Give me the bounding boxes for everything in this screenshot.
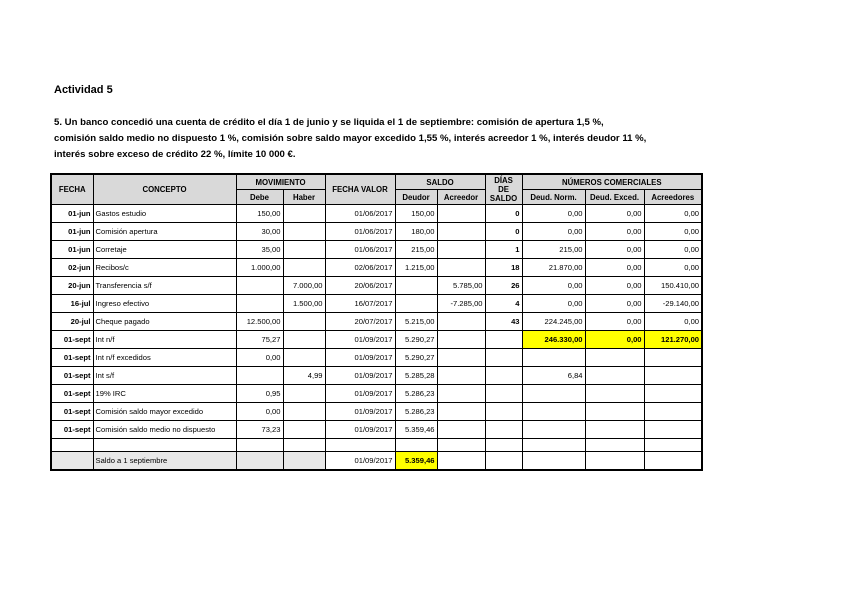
header-fecha-valor: FECHA VALOR [325, 174, 395, 205]
header-saldo: SALDO [395, 174, 485, 190]
cell-deud-norm [522, 349, 585, 367]
cell-acreedores [644, 421, 702, 439]
cell-deud-exced [585, 403, 644, 421]
cell-debe: 0,95 [236, 385, 283, 403]
cell-deud-exced [585, 349, 644, 367]
cell-deudor: 1.215,00 [395, 259, 437, 277]
cell-dias [485, 421, 522, 439]
total-empty-cell [236, 452, 283, 471]
total-empty-cell [437, 452, 485, 471]
table-row [51, 205, 702, 223]
total-empty-cell [585, 452, 644, 471]
header-fecha: FECHA [51, 174, 93, 205]
total-deudor: 5.359,46 [395, 452, 437, 471]
empty-cell [283, 439, 325, 452]
header-haber: Haber [283, 190, 325, 205]
total-empty-cell [485, 452, 522, 471]
table-row [51, 349, 702, 367]
cell-deud-norm [522, 403, 585, 421]
cell-deud-exced: 0,00 [585, 223, 644, 241]
cell-fecha: 01-sept [51, 385, 93, 403]
cell-deud-norm: 21.870,00 [522, 259, 585, 277]
cell-deudor: 5.359,46 [395, 421, 437, 439]
empty-row [51, 439, 702, 452]
header-movimiento: MOVIMIENTO [236, 174, 325, 190]
cell-debe: 150,00 [236, 205, 283, 223]
cell-haber [283, 331, 325, 349]
cell-fecha: 01-jun [51, 241, 93, 259]
cell-acreedor [437, 241, 485, 259]
header-row [51, 174, 702, 190]
cell-deud-norm: 0,00 [522, 295, 585, 313]
cell-fecha: 20-jul [51, 313, 93, 331]
cell-deud-norm: 6,84 [522, 367, 585, 385]
header-acreedores: Acreedores [644, 190, 702, 205]
cell-concepto: Cheque pagado [93, 313, 236, 331]
empty-cell [437, 439, 485, 452]
cell-deudor: 180,00 [395, 223, 437, 241]
header-dias-line: DE [498, 185, 509, 194]
empty-cell [93, 439, 236, 452]
cell-deud-exced: 0,00 [585, 295, 644, 313]
cell-dias: 1 [485, 241, 522, 259]
cell-deudor: 5.290,27 [395, 349, 437, 367]
cell-concepto: Recibos/c [93, 259, 236, 277]
account-statement-table [50, 173, 703, 471]
cell-acreedores [644, 385, 702, 403]
header-numeros-comerciales: NÚMEROS COMERCIALES [522, 174, 702, 190]
cell-haber [283, 313, 325, 331]
cell-debe [236, 295, 283, 313]
cell-haber [283, 259, 325, 277]
cell-acreedores: 0,00 [644, 259, 702, 277]
cell-haber [283, 223, 325, 241]
cell-fecha-valor: 20/06/2017 [325, 277, 395, 295]
cell-concepto: Comisión saldo medio no dispuesto [93, 421, 236, 439]
cell-deud-norm: 0,00 [522, 223, 585, 241]
cell-deudor: 5.286,23 [395, 403, 437, 421]
total-empty-cell [644, 452, 702, 471]
cell-deudor: 5.286,23 [395, 385, 437, 403]
cell-acreedor [437, 313, 485, 331]
cell-debe: 30,00 [236, 223, 283, 241]
cell-acreedores: -29.140,00 [644, 295, 702, 313]
table-row [51, 403, 702, 421]
cell-concepto: Gastos estudio [93, 205, 236, 223]
cell-fecha: 01-sept [51, 421, 93, 439]
statement-line: 5. Un banco concedió una cuenta de crédito el día 1 de junio y se liquida el 1 de septiembre: comisión de apertura 1,5 %, [54, 117, 604, 128]
cell-acreedores [644, 349, 702, 367]
cell-concepto: Transferencia s/f [93, 277, 236, 295]
cell-haber [283, 421, 325, 439]
cell-acreedores [644, 367, 702, 385]
cell-concepto: Corretaje [93, 241, 236, 259]
header-deud-norm: Deud. Norm. [522, 190, 585, 205]
empty-cell [485, 439, 522, 452]
cell-deud-norm: 0,00 [522, 277, 585, 295]
statement-line: comisión saldo medio no dispuesto 1 %, comisión sobre saldo mayor excedido 1,55 %, interés acreedor 1 %, interés deudor 11 %, [54, 133, 647, 144]
header-acreedor: Acreedor [437, 190, 485, 205]
cell-dias [485, 403, 522, 421]
table-row [51, 367, 702, 385]
cell-fecha-valor: 16/07/2017 [325, 295, 395, 313]
empty-cell [644, 439, 702, 452]
header-dias-de-saldo [485, 174, 522, 205]
cell-deud-norm [522, 385, 585, 403]
cell-dias [485, 367, 522, 385]
cell-debe: 0,00 [236, 349, 283, 367]
table-row [51, 385, 702, 403]
cell-concepto: 19% IRC [93, 385, 236, 403]
cell-deudor: 150,00 [395, 205, 437, 223]
cell-haber [283, 205, 325, 223]
cell-haber: 1.500,00 [283, 295, 325, 313]
cell-dias [485, 331, 522, 349]
cell-haber [283, 349, 325, 367]
total-empty-cell [283, 452, 325, 471]
cell-debe [236, 367, 283, 385]
cell-fecha-valor: 01/09/2017 [325, 349, 395, 367]
cell-concepto: Comisión apertura [93, 223, 236, 241]
cell-acreedor [437, 259, 485, 277]
cell-deud-norm: 215,00 [522, 241, 585, 259]
header-concepto: CONCEPTO [93, 174, 236, 205]
cell-dias [485, 385, 522, 403]
header-dias-line: DÍAS [494, 176, 513, 185]
total-fecha-valor: 01/09/2017 [325, 452, 395, 471]
cell-deudor: 5.290,27 [395, 331, 437, 349]
total-empty-cell [522, 452, 585, 471]
cell-deud-exced [585, 367, 644, 385]
cell-acreedor: -7.285,00 [437, 295, 485, 313]
cell-concepto: Int n/f excedidos [93, 349, 236, 367]
cell-acreedor [437, 349, 485, 367]
cell-deud-norm: 224.245,00 [522, 313, 585, 331]
table-row [51, 223, 702, 241]
cell-dias: 0 [485, 205, 522, 223]
cell-debe: 1.000,00 [236, 259, 283, 277]
cell-acreedor [437, 331, 485, 349]
cell-dias: 0 [485, 223, 522, 241]
cell-debe: 75,27 [236, 331, 283, 349]
cell-fecha: 01-sept [51, 403, 93, 421]
header-dias-line: SALDO [489, 194, 518, 203]
cell-haber [283, 385, 325, 403]
empty-cell [51, 439, 93, 452]
empty-cell [236, 439, 283, 452]
header-deud-exced: Deud. Exced. [585, 190, 644, 205]
cell-acreedores: 0,00 [644, 241, 702, 259]
cell-fecha: 01-jun [51, 223, 93, 241]
cell-acreedores: 0,00 [644, 205, 702, 223]
cell-fecha-valor: 20/07/2017 [325, 313, 395, 331]
cell-deud-exced: 0,00 [585, 331, 644, 349]
cell-fecha-valor: 01/09/2017 [325, 421, 395, 439]
cell-deudor [395, 295, 437, 313]
cell-acreedor [437, 205, 485, 223]
cell-deud-exced: 0,00 [585, 313, 644, 331]
header-deudor: Deudor [395, 190, 437, 205]
cell-haber [283, 241, 325, 259]
total-concepto: Saldo a 1 septiembre [93, 452, 236, 471]
cell-deud-exced [585, 421, 644, 439]
cell-debe: 12.500,00 [236, 313, 283, 331]
cell-debe [236, 277, 283, 295]
cell-haber: 7.000,00 [283, 277, 325, 295]
cell-dias: 26 [485, 277, 522, 295]
cell-deud-exced: 0,00 [585, 205, 644, 223]
cell-deud-norm: 246.330,00 [522, 331, 585, 349]
cell-fecha: 02-jun [51, 259, 93, 277]
cell-acreedores: 0,00 [644, 313, 702, 331]
total-empty-cell [51, 452, 93, 471]
cell-acreedor: 5.785,00 [437, 277, 485, 295]
cell-acreedor [437, 367, 485, 385]
cell-dias: 18 [485, 259, 522, 277]
cell-deudor: 5.285,28 [395, 367, 437, 385]
cell-fecha: 01-sept [51, 367, 93, 385]
cell-fecha: 16-jul [51, 295, 93, 313]
cell-deudor: 5.215,00 [395, 313, 437, 331]
cell-fecha: 01-sept [51, 331, 93, 349]
cell-haber [283, 403, 325, 421]
table-row [51, 421, 702, 439]
cell-fecha-valor: 01/06/2017 [325, 241, 395, 259]
cell-fecha-valor: 01/09/2017 [325, 367, 395, 385]
cell-fecha-valor: 01/06/2017 [325, 205, 395, 223]
cell-concepto: Ingreso efectivo [93, 295, 236, 313]
empty-cell [325, 439, 395, 452]
cell-fecha-valor: 01/09/2017 [325, 403, 395, 421]
cell-fecha: 01-jun [51, 205, 93, 223]
empty-cell [585, 439, 644, 452]
cell-acreedor [437, 421, 485, 439]
empty-cell [522, 439, 585, 452]
problem-statement [54, 115, 844, 163]
activity-title: Actividad 5 [54, 84, 113, 96]
cell-acreedor [437, 403, 485, 421]
table-row [51, 241, 702, 259]
cell-acreedor [437, 385, 485, 403]
table-row [51, 259, 702, 277]
cell-fecha-valor: 02/06/2017 [325, 259, 395, 277]
table-row [51, 313, 702, 331]
cell-deud-norm: 0,00 [522, 205, 585, 223]
cell-concepto: Int s/f [93, 367, 236, 385]
table-row [51, 295, 702, 313]
cell-deud-exced: 0,00 [585, 241, 644, 259]
cell-deudor: 215,00 [395, 241, 437, 259]
empty-cell [395, 439, 437, 452]
statement-line: interés sobre exceso de crédito 22 %, límite 10 000 €. [54, 149, 296, 160]
cell-fecha-valor: 01/09/2017 [325, 385, 395, 403]
cell-concepto: Int n/f [93, 331, 236, 349]
cell-deud-exced: 0,00 [585, 259, 644, 277]
cell-dias [485, 349, 522, 367]
cell-fecha-valor: 01/06/2017 [325, 223, 395, 241]
table-row [51, 277, 702, 295]
cell-deudor [395, 277, 437, 295]
cell-acreedores [644, 403, 702, 421]
cell-acreedores: 121.270,00 [644, 331, 702, 349]
total-row [51, 452, 702, 471]
cell-deud-exced: 0,00 [585, 277, 644, 295]
cell-acreedores: 0,00 [644, 223, 702, 241]
cell-concepto: Comisión saldo mayor excedido [93, 403, 236, 421]
cell-acreedor [437, 223, 485, 241]
cell-debe: 0,00 [236, 403, 283, 421]
cell-dias: 4 [485, 295, 522, 313]
cell-fecha-valor: 01/09/2017 [325, 331, 395, 349]
cell-dias: 43 [485, 313, 522, 331]
table-row [51, 331, 702, 349]
cell-acreedores: 150.410,00 [644, 277, 702, 295]
cell-deud-exced [585, 385, 644, 403]
cell-fecha: 20-jun [51, 277, 93, 295]
cell-debe: 35,00 [236, 241, 283, 259]
cell-fecha: 01-sept [51, 349, 93, 367]
header-debe: Debe [236, 190, 283, 205]
cell-deud-norm [522, 421, 585, 439]
cell-haber: 4,99 [283, 367, 325, 385]
cell-debe: 73,23 [236, 421, 283, 439]
